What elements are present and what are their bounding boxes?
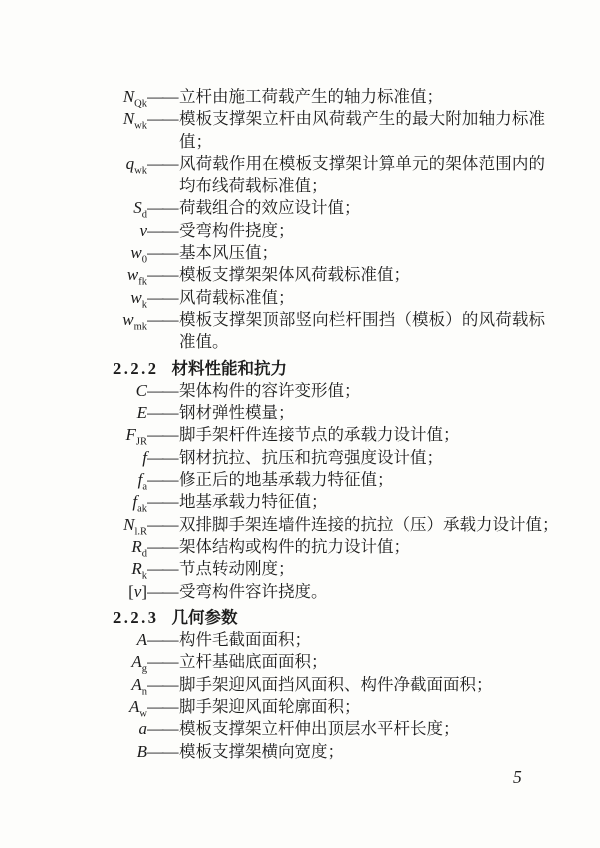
symbol-post: ]	[141, 581, 147, 601]
dash-separator: ——	[147, 425, 177, 445]
symbol-term	[90, 287, 147, 309]
dash-separator: ——	[147, 674, 177, 694]
dash-separator: ——	[147, 719, 177, 739]
symbol-definition: 基本风压值；	[179, 243, 278, 263]
symbol-base: A	[131, 674, 142, 694]
symbol-subscript: d	[141, 209, 147, 221]
symbol-subscript: Qk	[134, 98, 147, 110]
symbol-definition: 模板支撑架架体风荷载标准值；	[179, 265, 410, 285]
symbol-base: A	[136, 630, 147, 650]
symbol-entry	[90, 674, 560, 696]
symbol-entry	[90, 447, 560, 469]
symbol-entry	[90, 491, 560, 513]
dash-separator: ——	[147, 447, 177, 467]
symbol-term	[90, 309, 147, 331]
dash-separator: ——	[147, 470, 177, 490]
symbol-base: v	[139, 220, 147, 240]
symbol-definition: 双排脚手架连墙件连接的抗拉（压）承载力设计值；	[179, 514, 559, 534]
symbol-term	[90, 718, 147, 740]
dash-separator: ——	[147, 220, 177, 240]
symbol-base: w	[130, 287, 142, 307]
symbol-definition: 修正后的地基承载力特征值；	[179, 470, 394, 490]
symbol-definition: 脚手架杆件连接节点的承载力设计值；	[179, 425, 460, 445]
symbol-base: E	[136, 403, 147, 423]
symbol-base: f	[137, 470, 143, 490]
symbol-entry	[90, 741, 560, 763]
symbol-definition: 钢材抗拉、抗压和抗弯强度设计值；	[179, 447, 443, 467]
symbol-entry	[90, 309, 560, 354]
symbol-definition: 节点转动刚度；	[179, 559, 295, 579]
dash-separator: ——	[147, 697, 177, 717]
symbol-term	[90, 220, 147, 242]
dash-separator: ——	[147, 403, 177, 423]
symbol-base: w	[126, 265, 139, 285]
symbol-term	[90, 514, 147, 536]
symbol-term	[90, 536, 147, 558]
symbol-term	[90, 674, 147, 696]
symbol-definition: 风荷载作用在模板支撑架计算单元的架体范围内的均布线荷载标准值；	[179, 153, 545, 196]
dash-separator: ——	[147, 652, 177, 672]
dash-separator: ——	[147, 741, 177, 761]
symbol-term	[90, 197, 147, 219]
symbol-definition: 立杆由施工荷载产生的轴力标准值；	[179, 87, 443, 106]
symbol-subscript: mk	[133, 321, 147, 333]
symbol-base: N	[123, 514, 135, 534]
symbol-base: f	[132, 492, 138, 512]
symbol-term	[90, 380, 147, 402]
symbol-term	[90, 491, 147, 513]
symbol-term	[90, 651, 147, 673]
symbol-base: C	[135, 380, 147, 400]
symbol-entry	[90, 514, 560, 536]
dash-separator: ——	[147, 287, 177, 307]
symbol-definition: 架体结构或构件的抗力设计值；	[179, 536, 410, 556]
symbol-entry	[90, 469, 560, 491]
symbol-definition: 构件毛截面面积；	[179, 630, 311, 650]
dash-separator: ——	[147, 380, 177, 400]
section-title: 几何参数	[171, 608, 238, 627]
symbol-subscript: g	[141, 663, 147, 675]
dash-separator: ——	[147, 630, 177, 650]
symbol-base: F	[125, 425, 136, 445]
symbol-base: A	[129, 697, 140, 717]
symbol-subscript: fk	[138, 276, 147, 288]
dash-separator: ——	[147, 492, 177, 512]
symbol-entry	[90, 242, 560, 264]
dash-separator: ——	[147, 581, 177, 601]
symbol-term	[90, 741, 147, 763]
symbol-definition: 受弯构件挠度；	[179, 220, 295, 240]
symbol-definition: 风荷载标准值；	[179, 287, 295, 307]
symbol-term	[90, 447, 147, 469]
symbol-entry	[90, 86, 560, 108]
dash-separator: ——	[147, 87, 177, 106]
symbol-subscript: wk	[134, 165, 147, 177]
symbol-base: f	[142, 447, 147, 467]
symbol-base: A	[131, 652, 142, 672]
symbol-entry	[90, 696, 560, 718]
symbol-subscript: JR	[135, 436, 147, 448]
section-number: 2.2.3	[113, 607, 159, 627]
symbol-pre: [	[128, 581, 134, 601]
section-number: 2.2.2	[113, 358, 159, 378]
symbol-subscript: wk	[134, 120, 147, 132]
symbol-term	[90, 469, 147, 491]
symbol-definition: 钢材弹性模量；	[179, 403, 295, 423]
symbol-term	[90, 629, 147, 651]
dash-separator: ——	[147, 536, 177, 556]
symbol-definition: 立杆基础底面面积；	[179, 652, 328, 672]
section-heading	[90, 607, 560, 629]
symbol-subscript: l.R	[134, 526, 147, 538]
symbol-entry	[90, 380, 560, 402]
symbol-definition: 脚手架迎风面轮廓面积；	[179, 697, 361, 717]
symbol-term	[90, 558, 147, 580]
symbol-term	[90, 424, 147, 446]
symbol-definition: 受弯构件容许挠度。	[179, 581, 328, 601]
section-heading	[90, 358, 560, 380]
symbol-term	[90, 86, 147, 108]
dash-separator: ——	[147, 309, 177, 329]
symbol-definition: 荷载组合的效应设计值；	[179, 198, 361, 218]
symbol-definition: 模板支撑架立杆伸出顶层水平杆长度；	[179, 719, 460, 739]
page-number: 5	[513, 767, 522, 787]
dash-separator: ——	[147, 153, 177, 173]
symbol-entry	[90, 718, 560, 740]
dash-separator: ——	[147, 109, 177, 129]
dash-separator: ——	[147, 198, 177, 218]
symbol-base: a	[138, 719, 147, 739]
symbol-base: q	[125, 153, 135, 173]
symbol-term	[90, 242, 147, 264]
symbol-definition: 地基承载力特征值；	[179, 492, 328, 512]
symbol-definition: 模板支撑架立杆由风荷载产生的最大附加轴力标准值；	[179, 109, 545, 151]
symbol-subscript: d	[141, 548, 147, 560]
symbol-entry	[90, 629, 560, 651]
symbol-subscript: a	[142, 481, 147, 493]
symbol-subscript: k	[141, 570, 147, 582]
symbol-term	[90, 264, 147, 286]
symbol-base: B	[136, 741, 147, 761]
symbol-subscript: ak	[137, 503, 147, 515]
symbol-term	[90, 581, 147, 603]
symbol-entry	[90, 197, 560, 219]
symbol-base: w	[122, 309, 134, 329]
symbol-entry	[90, 402, 560, 424]
symbol-entry	[90, 536, 560, 558]
symbol-subscript: 0	[141, 254, 147, 266]
dash-separator: ——	[147, 265, 177, 285]
symbol-base: R	[131, 536, 142, 556]
symbol-entry	[90, 264, 560, 286]
symbol-entry	[90, 108, 560, 153]
symbol-subscript: w	[139, 708, 147, 720]
symbol-subscript: n	[141, 686, 147, 698]
symbol-subscript: k	[141, 299, 147, 311]
symbol-term	[90, 402, 147, 424]
symbol-entry	[90, 153, 560, 198]
dash-separator: ——	[147, 559, 177, 579]
symbol-base: N	[122, 109, 135, 129]
symbol-entry	[90, 558, 560, 580]
symbol-definition: 脚手架迎风面挡风面积、构件净截面面积；	[179, 674, 493, 694]
section-title: 材料性能和抗力	[171, 359, 287, 378]
symbol-entry	[90, 424, 560, 446]
dash-separator: ——	[147, 243, 177, 263]
symbol-base: N	[122, 87, 135, 106]
symbol-entry	[90, 581, 560, 603]
symbol-base: v	[133, 581, 142, 601]
symbol-term	[90, 696, 147, 718]
symbol-definition: 模板支撑架顶部竖向栏杆围挡（模板）的风荷载标准值。	[179, 309, 545, 352]
symbol-entry	[90, 651, 560, 673]
content	[90, 86, 560, 763]
symbol-base: S	[133, 198, 142, 218]
dash-separator: ——	[147, 514, 177, 534]
symbol-term	[90, 108, 147, 130]
symbol-definition: 模板支撑架横向宽度；	[179, 741, 344, 761]
symbol-definition: 架体构件的容许变形值；	[179, 380, 361, 400]
symbol-term	[90, 153, 147, 175]
symbol-entry	[90, 220, 560, 242]
symbol-base: w	[130, 243, 142, 263]
symbol-entry	[90, 287, 560, 309]
symbol-base: R	[131, 559, 142, 579]
